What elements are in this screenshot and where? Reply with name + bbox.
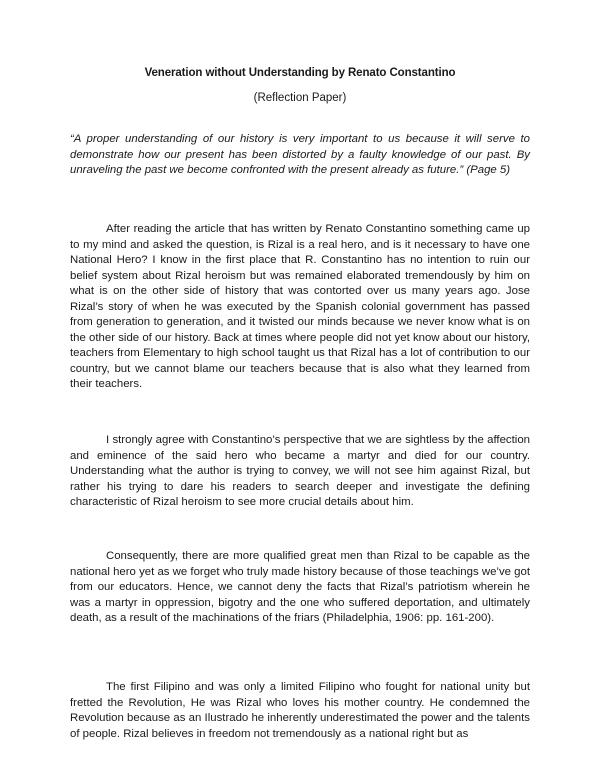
document-title: Veneration without Understanding by Renato Constantino <box>144 67 456 79</box>
paragraph-4: The first Filipino and was only a limited Filipino who fought for national unity but fretted the Revolution, He was Rizal who loves his mother country. He condemned the Revolution because as an Ilustrado he inherently underestimated the power and the talents of people. Rizal believes in freedom not tremendously as a national right but as <box>70 681 530 740</box>
document-subtitle: (Reflection Paper) <box>253 92 347 104</box>
paragraph-2: I strongly agree with Constantino’s perspective that we are sightless by the affection and eminence of the said hero who became a martyr and died for our country. Understanding what the author is trying to convey, we will not see him against Rizal, but rather his trying to dare his readers to search deeper and investigate the defining characteristic of Rizal heroism to see more crucial details about him. <box>70 434 530 508</box>
paragraph-3: Consequently, there are more qualified great men than Rizal to be capable as the national hero yet as we forget who truly made history because of those teachings we’ve got from our educators. Hence, we cannot deny the facts that Rizal’s patriotism wherein he was a martyr in oppression, bigotry and the one who suffered deportation, and ultimately death, as a result of the machinations of the friars (Philadelphia, 1906: pp. 161-200). <box>70 550 530 624</box>
paragraph-1: After reading the article that has written by Renato Constantino something came up to my mind and asked the question, is Rizal is a real hero, and is it necessary to have one National Hero? I know in the first place that R. Constantino has no intention to ruin our belief system about Rizal heroism but was remained elaborated tremendously by him on what is on the other side of history that was contorted over us many years ago. Jose Rizal’s story of when he was executed by the Spanish colonial government has passed from generation to generation, and it twisted our minds because we never know what is on the other side of our history. Back at times where people did not yet know about our history, teachers from Elementary to high school taught us that Rizal has a lot of contribution to our country, but we cannot blame our teachers because that is also what they learned from their teachers. <box>70 223 530 390</box>
opening-quote: “A proper understanding of our history is very important to us because it will serve to demonstrate how our present has been distorted by a faulty knowledge of our past. By unraveling the past we become confronted with the present already as future.” (Page 5) <box>70 133 530 176</box>
